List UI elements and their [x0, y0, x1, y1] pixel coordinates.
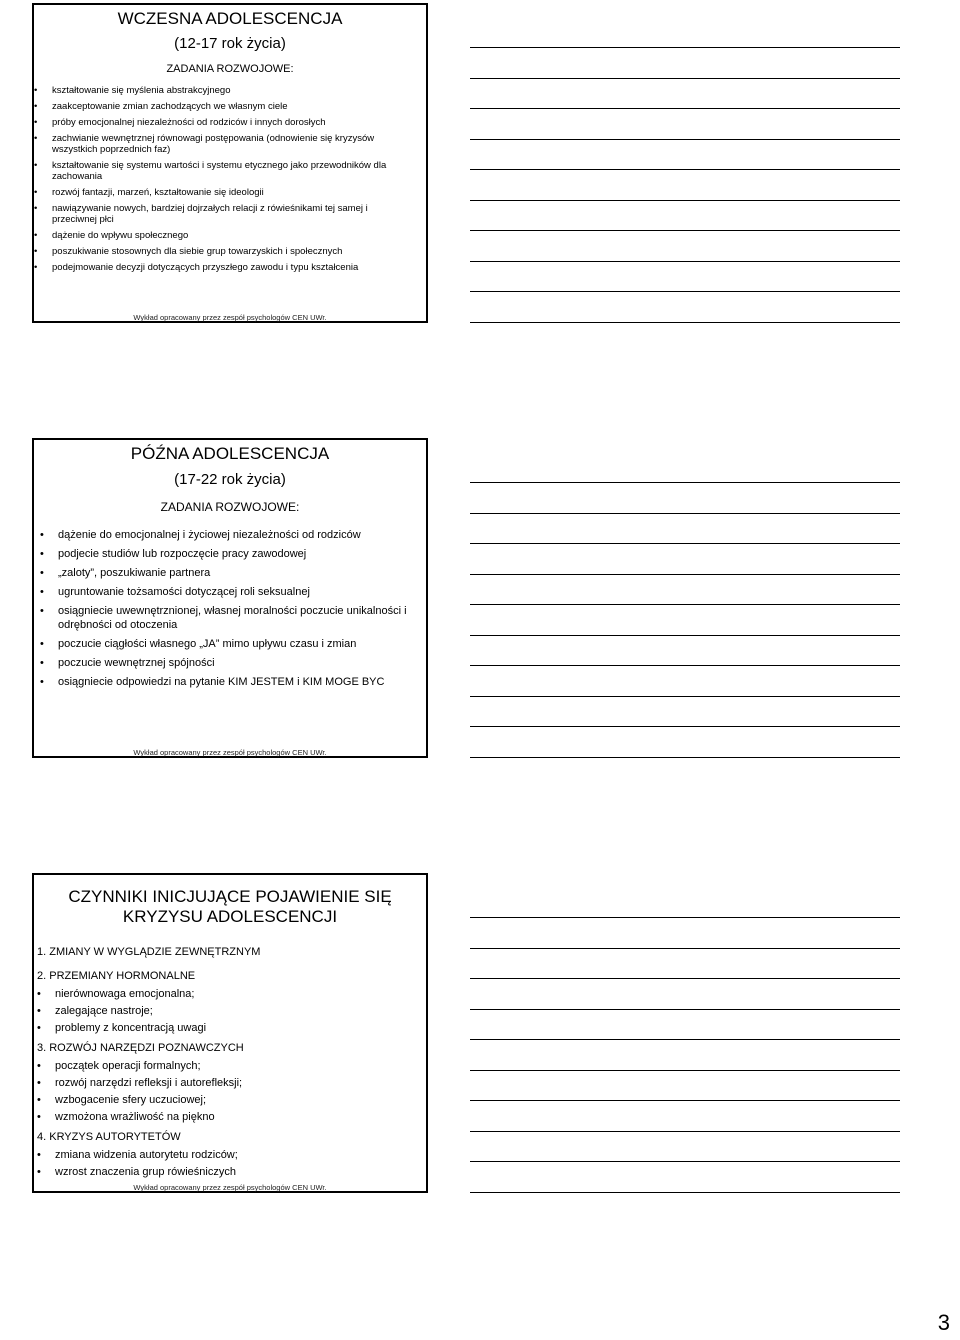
note-line — [470, 78, 900, 79]
list-item: • próby emocjonalnej niezależności od rodziców i innych dorosłych — [34, 117, 412, 128]
note-line — [470, 543, 900, 544]
note-line — [470, 1161, 900, 1162]
list-item: • nierównowaga emocjonalna; — [37, 987, 418, 1001]
list-item: • zachwianie wewnętrznej równowagi postępowania (odnowienie się kryzysów wszystkich poprzednich faz) — [34, 133, 412, 155]
slide-footer: Wykład opracowany przez zespół psychologów CEN UWr. — [133, 1183, 327, 1192]
factor-sections — [37, 945, 418, 1185]
list-item: • nawiązywanie nowych, bardziej dojrzałych relacji z rówieśnikami tej samej i przeciwnej płci — [34, 203, 412, 225]
slide-footer: Wykład opracowany przez zespół psychologów CEN UWr. — [133, 748, 327, 757]
note-line — [470, 757, 900, 758]
list-item: • zmiana widzenia autorytetu rodziców; — [37, 1148, 418, 1162]
note-line — [470, 322, 900, 323]
page-number: 3 — [937, 1310, 950, 1335]
list-item: • osiągniecie uwewnętrznionej, własnej moralności poczucie unikalności i odrębności od otoczenia — [40, 604, 416, 632]
slide-title: WCZESNA ADOLESCENCJA — [117, 9, 343, 28]
list-item: • osiągniecie odpowiedzi na pytanie KIM JESTEM i KIM MOGE BYC — [40, 675, 416, 689]
section-heading: 4. KRYZYS AUTORYTETÓW — [37, 1131, 181, 1143]
task-list — [40, 528, 416, 694]
slide-subtitle: (12-17 rok życia) — [174, 35, 286, 52]
note-line — [470, 948, 900, 949]
note-line — [470, 726, 900, 727]
list-item: • zaakceptowanie zmian zachodzących we własnym ciele — [34, 101, 412, 112]
section-heading: 1. ZMIANY W WYGLĄDZIE ZEWNĘTRZNYM — [37, 946, 261, 958]
slide-title: CZYNNIKI INICJUJĄCE POJAWIENIE SIĘ KRYZYSU ADOLESCENCJI — [68, 887, 392, 926]
note-line — [470, 978, 900, 979]
note-line — [470, 291, 900, 292]
list-item: • wzmożona wrażliwość na piękno — [37, 1110, 418, 1124]
list-item: • zalegające nastroje; — [37, 1004, 418, 1018]
task-list — [34, 85, 412, 278]
slide-footer: Wykład opracowany przez zespół psychologów CEN UWr. — [133, 313, 327, 322]
note-line — [470, 1192, 900, 1193]
list-item: • ugruntowanie tożsamości dotyczącej roli seksualnej — [40, 585, 416, 599]
slide-late-adolescence — [32, 438, 428, 758]
note-line — [470, 604, 900, 605]
note-line — [470, 230, 900, 231]
note-line — [470, 635, 900, 636]
note-line — [470, 1070, 900, 1071]
list-item: • poczucie ciągłości własnego „JA” mimo upływu czasu i zmian — [40, 637, 416, 651]
section-heading: 2. PRZEMIANY HORMONALNE — [37, 970, 196, 982]
note-line — [470, 139, 900, 140]
note-line — [470, 1100, 900, 1101]
note-line — [470, 200, 900, 201]
note-line — [470, 665, 900, 666]
note-line — [470, 513, 900, 514]
list-item: • podjecie studiów lub rozpoczęcie pracy zawodowej — [40, 547, 416, 561]
list-item: • wzrost znaczenia grup rówieśniczych — [37, 1165, 418, 1179]
section-heading: 3. ROZWÓJ NARZĘDZI POZNAWCZYCH — [37, 1042, 244, 1054]
list-item: • początek operacji formalnych; — [37, 1059, 418, 1073]
section-list — [37, 1148, 418, 1179]
note-line — [470, 1009, 900, 1010]
note-line — [470, 108, 900, 109]
list-item: • poszukiwanie stosownych dla siebie grup towarzyskich i społecznych — [34, 246, 412, 257]
list-item: • wzbogacenie sfery uczuciowej; — [37, 1093, 418, 1107]
section-list — [37, 1059, 418, 1124]
note-line — [470, 1131, 900, 1132]
list-item: • problemy z koncentracją uwagi — [37, 1021, 418, 1035]
list-item: • kształtowanie się systemu wartości i systemu etycznego jako przewodników dla zachowania — [34, 160, 412, 182]
list-item: • „zaloty”, poszukiwanie partnera — [40, 566, 416, 580]
slide-caption: ZADANIA ROZWOJOWE: — [160, 500, 300, 514]
list-item: • poczucie wewnętrznej spójności — [40, 656, 416, 670]
note-line — [470, 169, 900, 170]
slide-title: PÓŹNA ADOLESCENCJA — [130, 444, 330, 463]
note-line — [470, 261, 900, 262]
note-line — [470, 1039, 900, 1040]
list-item: • rozwój narzędzi refleksji i autorefleksji; — [37, 1076, 418, 1090]
slide-crisis-factors — [32, 873, 428, 1193]
note-line — [470, 696, 900, 697]
slide-caption: ZADANIA ROZWOJOWE: — [166, 63, 294, 75]
list-item: • dążenie do emocjonalnej i życiowej niezależności od rodziców — [40, 528, 416, 542]
list-item: • dążenie do wpływu społecznego — [34, 230, 412, 241]
list-item: • podejmowanie decyzji dotyczących przyszłego zawodu i typu kształcenia — [34, 262, 412, 273]
note-line — [470, 47, 900, 48]
slide-early-adolescence — [32, 3, 428, 323]
note-line — [470, 482, 900, 483]
note-line — [470, 574, 900, 575]
section-list — [37, 987, 418, 1035]
slide-subtitle: (17-22 rok życia) — [174, 471, 286, 488]
list-item: • rozwój fantazji, marzeń, kształtowanie się ideologii — [34, 187, 412, 198]
list-item: • kształtowanie się myślenia abstrakcyjnego — [34, 85, 412, 96]
note-line — [470, 917, 900, 918]
